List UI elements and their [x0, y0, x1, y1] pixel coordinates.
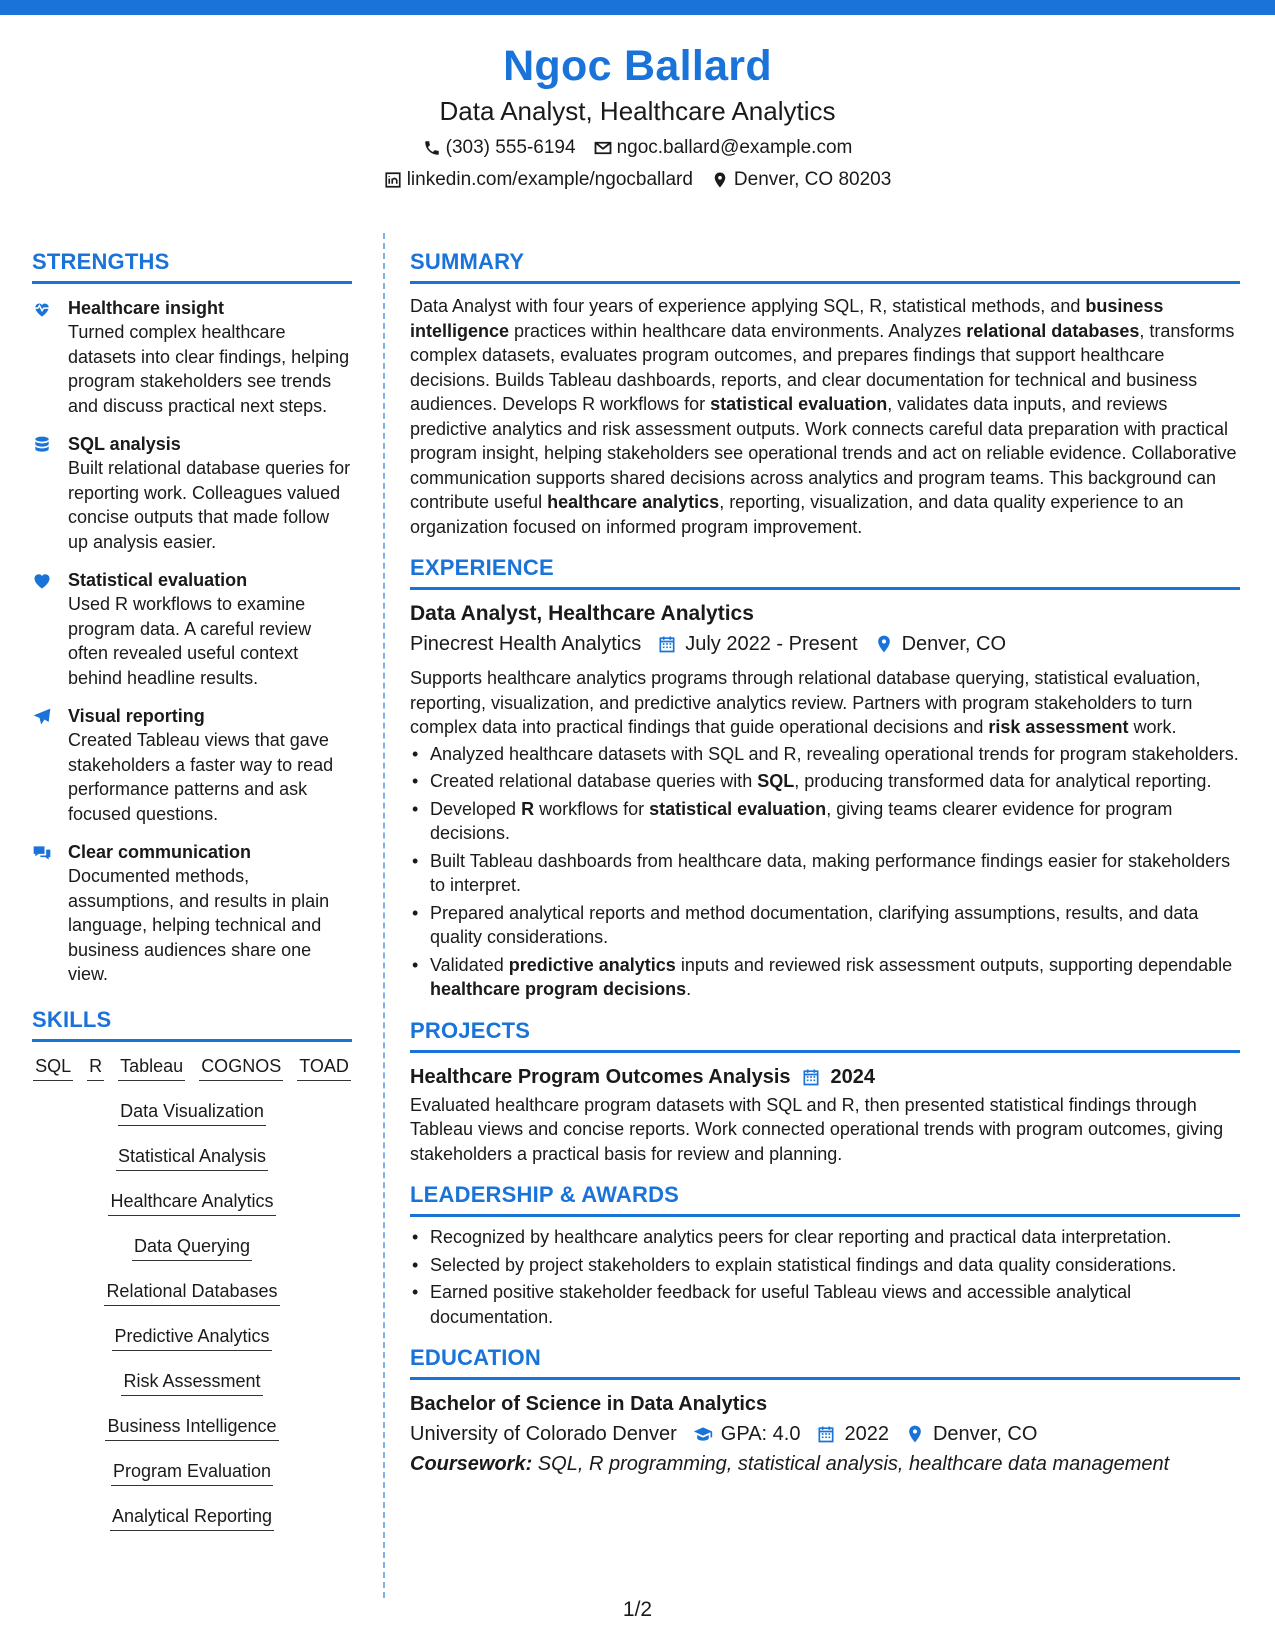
skill-tag: Statistical Analysis	[116, 1144, 268, 1171]
project-desc: Evaluated healthcare program datasets with SQL and R, then presented statistical findings through Tableau views and concise reports. Work connected operational trends with program outcomes, giving stakeholders a practical basis for review and planning.	[410, 1094, 1224, 1164]
strength-icon-wrap	[32, 296, 58, 418]
job-dates-text: July 2022 - Present	[685, 633, 858, 655]
map-pin-icon	[711, 171, 729, 189]
emphasis-run: risk assessment	[988, 717, 1129, 737]
experience-bullet	[410, 953, 1240, 1002]
emphasis-run: R	[521, 798, 535, 819]
skill-tag: Predictive Analytics	[112, 1324, 271, 1351]
skill-row	[32, 1324, 352, 1351]
leadership-bullets	[410, 1225, 1240, 1329]
strength-title: Healthcare insight	[68, 298, 225, 318]
experience-bullet	[410, 742, 1240, 767]
heartbeat-icon	[32, 299, 52, 319]
emphasis-run: statistical evaluation	[710, 394, 888, 414]
contact-row-1	[0, 136, 1275, 160]
project-year: 2024	[830, 1065, 876, 1088]
strength-body	[68, 296, 352, 418]
strength-desc: Built relational database queries for reporting work. Colleagues valued concise outputs that made follow up analysis easier.	[68, 458, 351, 552]
skill-tag: Data Querying	[132, 1234, 252, 1261]
heart-icon	[32, 571, 52, 591]
text-run: work.	[1128, 717, 1177, 737]
education-meta	[410, 1420, 1240, 1448]
text-run: Supports healthcare analytics programs through relational database querying, statistical evaluation, reporting, visualization, and predictive analytics review. Partners with program stakeholders to turn complex data into practical findings that guide operational decisions and	[410, 668, 1201, 737]
skill-row	[32, 1414, 352, 1441]
strength-desc: Documented methods, assumptions, and results in plain language, helping technical and business audiences share one view.	[68, 866, 330, 984]
paper-plane-icon	[32, 707, 52, 727]
skill-tag: Data Visualization	[118, 1099, 266, 1126]
strength-item	[32, 840, 352, 987]
skill-tag: R	[87, 1054, 104, 1081]
calendar-icon	[657, 634, 677, 654]
contact-row-2	[0, 168, 1275, 192]
experience-bullet	[410, 769, 1240, 794]
skill-row	[32, 1054, 352, 1081]
comments-icon	[32, 843, 52, 863]
strengths-heading: STRENGTHS	[32, 247, 352, 284]
experience-bullet	[410, 797, 1240, 846]
page-number: 1/2	[622, 1598, 653, 1621]
skill-row	[32, 1234, 352, 1261]
education-gpa	[693, 1420, 801, 1448]
map-pin-icon	[905, 1424, 925, 1444]
skill-tag: Healthcare Analytics	[108, 1189, 275, 1216]
text-run: Data Analyst with four years of experience applying SQL, R, statistical methods, and	[410, 296, 1086, 316]
text-run: workflows for	[534, 798, 650, 819]
text-run: .	[686, 979, 692, 999]
strength-item	[32, 296, 352, 418]
skill-tag: SQL	[33, 1054, 73, 1081]
leadership-section	[410, 1180, 1240, 1329]
skill-tag: Business Intelligence	[105, 1414, 278, 1441]
emphasis-run: statistical evaluation	[649, 798, 827, 819]
right-column	[410, 247, 1240, 1492]
column-divider	[383, 233, 385, 1598]
degree-name: Bachelor of Science in Data Analytics	[410, 1393, 768, 1415]
envelope-icon	[594, 139, 612, 157]
text-run: , transforms complex datasets, evaluates program outcomes, and prepares findings that support healthcare decisions. Builds Tableau dashboards, reports, and clear documentation for technical and business audiences. Develops R workflows for	[410, 320, 1235, 414]
education-location	[905, 1420, 1037, 1448]
strengths-list	[32, 296, 352, 987]
phone-text: (303) 555-6194	[445, 137, 576, 158]
text-run: Created relational database queries with	[430, 771, 758, 791]
emphasis-run: business intelligence	[410, 296, 1164, 341]
skill-tag: Risk Assessment	[121, 1369, 262, 1396]
emphasis-run: predictive analytics	[508, 954, 676, 975]
text-run: , producing transformed data for analytical reporting.	[794, 771, 1212, 791]
text-run: Developed	[430, 798, 522, 819]
emphasis-run: healthcare analytics	[547, 492, 720, 512]
job-location	[874, 630, 1006, 658]
skill-tag: Analytical Reporting	[110, 1504, 274, 1531]
strength-item	[32, 568, 352, 690]
job-intro	[410, 666, 1240, 740]
linkedin-text: linkedin.com/example/ngocballard	[406, 169, 693, 190]
skill-tag: Relational Databases	[104, 1279, 279, 1306]
strength-body	[68, 704, 352, 826]
skills-list	[32, 1054, 352, 1549]
summary-section	[410, 247, 1240, 539]
experience-heading: EXPERIENCE	[410, 553, 1240, 590]
education-year-text: 2022	[844, 1423, 889, 1445]
gpa-text: GPA: 4.0	[720, 1423, 801, 1445]
skill-row	[32, 1504, 352, 1531]
contact-linkedin[interactable]	[384, 168, 693, 192]
contact-location	[711, 168, 891, 192]
company-name: Pinecrest Health Analytics	[410, 633, 642, 655]
education-year	[816, 1420, 889, 1448]
left-column	[32, 247, 352, 1549]
summary-text	[410, 294, 1240, 539]
emphasis-run: healthcare program decisions	[430, 979, 687, 999]
job-location-text: Denver, CO	[901, 633, 1007, 655]
strength-title: Visual reporting	[68, 706, 205, 726]
text-run: inputs and reviewed risk assessment outputs, supporting dependable	[675, 954, 1233, 975]
strength-title: Statistical evaluation	[68, 570, 248, 590]
skill-tag: COGNOS	[199, 1054, 283, 1081]
strength-body	[68, 840, 352, 987]
email-text: ngoc.ballard@example.com	[616, 137, 853, 158]
job-meta	[410, 630, 1240, 658]
projects-heading: PROJECTS	[410, 1016, 1240, 1053]
education-heading: EDUCATION	[410, 1343, 1240, 1380]
skill-tag: Program Evaluation	[111, 1459, 273, 1486]
emphasis-run: relational databases	[966, 320, 1140, 341]
text-run: Prepared analytical reports and method documentation, clarifying assumptions, results, and data quality considerations.	[430, 902, 1199, 947]
education-section	[410, 1343, 1240, 1478]
strength-item	[32, 704, 352, 826]
text-run: , validates data inputs, and reviews predictive analytics and risk assessment outputs. Work connects careful data preparation with practical program insight, helping stakeholders see operational trends and act on reliable evidence. Collaborative communication supports shared decisions across analytics and program teams. This background can contribute useful	[410, 394, 1237, 512]
contact-email[interactable]	[594, 136, 853, 160]
skill-tag: TOAD	[297, 1054, 351, 1081]
calendar-icon	[801, 1067, 821, 1087]
skill-row	[32, 1144, 352, 1171]
skill-row	[32, 1189, 352, 1216]
linkedin-icon	[384, 171, 402, 189]
top-accent-bar	[0, 0, 1275, 15]
contact-phone	[423, 136, 576, 160]
leadership-heading: LEADERSHIP & AWARDS	[410, 1180, 1240, 1217]
leadership-bullet: • Recognized by healthcare analytics peers for clear reporting and practical data interpretation.	[410, 1225, 1240, 1250]
text-run: , reporting, visualization, and data quality experience to an organization focused on informed program improvement.	[410, 492, 1184, 537]
strength-icon-wrap	[32, 840, 58, 987]
graduation-cap-icon	[693, 1424, 713, 1444]
skill-row	[32, 1099, 352, 1126]
map-pin-icon	[874, 634, 894, 654]
coursework	[410, 1450, 1240, 1478]
strength-body	[68, 432, 352, 554]
coursework-label: Coursework:	[410, 1453, 533, 1475]
strength-desc: Used R workflows to examine program data. A careful review often revealed useful context behind headline results.	[68, 594, 312, 688]
strength-desc: Created Tableau views that gave stakeholders a faster way to read performance patterns and ask focused questions.	[68, 730, 334, 824]
text-run: Analyzed healthcare datasets with SQL and R, revealing operational trends for program stakeholders.	[430, 743, 1239, 764]
text-run: Validated	[430, 954, 509, 975]
text-run: , giving teams clearer evidence for program decisions.	[430, 798, 1173, 843]
skill-tag: Tableau	[118, 1054, 185, 1081]
resume-header	[0, 40, 1275, 192]
phone-icon	[423, 139, 441, 157]
text-run: Built Tableau dashboards from healthcare data, making performance findings easier for stakeholders to interpret.	[430, 850, 1231, 895]
education-location-text: Denver, CO	[932, 1423, 1038, 1445]
database-icon	[32, 435, 52, 455]
location-text: Denver, CO 80203	[733, 169, 892, 190]
project-name: Healthcare Program Outcomes Analysis	[410, 1065, 791, 1088]
coursework-text: SQL, R programming, statistical analysis, healthcare data management	[532, 1453, 1170, 1475]
leadership-bullet: • Earned positive stakeholder feedback for useful Tableau views and accessible analytical documentation.	[410, 1280, 1240, 1329]
job-title: Data Analyst, Healthcare Analytics	[410, 602, 754, 625]
strength-desc: Turned complex healthcare datasets into clear findings, helping program stakeholders see trends and discuss practical next steps.	[68, 322, 350, 416]
strength-item	[32, 432, 352, 554]
job-dates	[657, 630, 857, 658]
job-bullets	[410, 742, 1240, 1002]
strength-icon-wrap	[32, 432, 58, 554]
emphasis-run: SQL	[757, 771, 795, 791]
school-name: University of Colorado Denver	[410, 1423, 677, 1445]
summary-heading: SUMMARY	[410, 247, 1240, 284]
candidate-title: Data Analyst, Healthcare Analytics	[439, 96, 836, 126]
strength-title: Clear communication	[68, 842, 252, 862]
project-header	[410, 1063, 1240, 1091]
candidate-name: Ngoc Ballard	[503, 42, 772, 90]
skill-row	[32, 1459, 352, 1486]
skill-row	[32, 1279, 352, 1306]
calendar-icon	[816, 1424, 836, 1444]
experience-section	[410, 553, 1240, 1002]
strength-title: SQL analysis	[68, 434, 181, 454]
projects-section	[410, 1016, 1240, 1167]
experience-bullet	[410, 901, 1240, 950]
strength-icon-wrap	[32, 704, 58, 826]
strength-body	[68, 568, 352, 690]
skills-heading: SKILLS	[32, 1005, 352, 1042]
leadership-bullet: • Selected by project stakeholders to explain statistical findings and data quality considerations.	[410, 1253, 1240, 1278]
experience-bullet	[410, 849, 1240, 898]
strength-icon-wrap	[32, 568, 58, 690]
text-run: practices within healthcare data environments. Analyzes	[509, 320, 967, 341]
skill-row	[32, 1369, 352, 1396]
